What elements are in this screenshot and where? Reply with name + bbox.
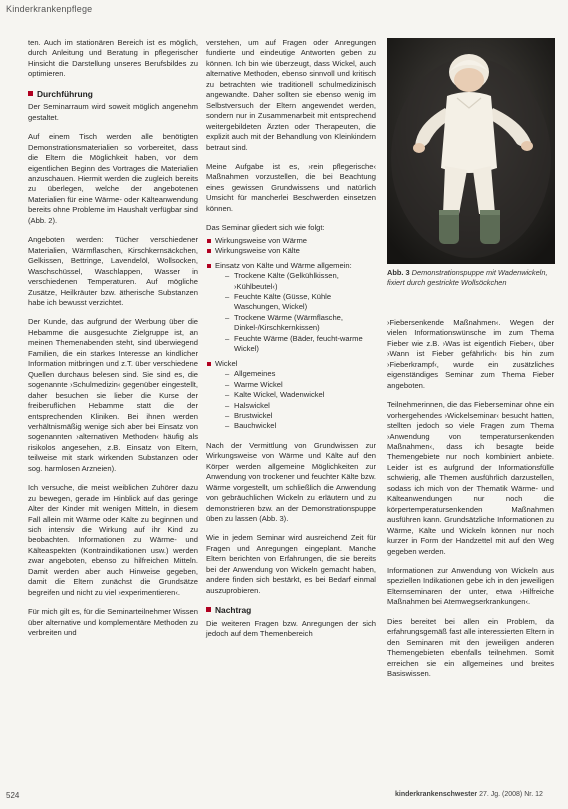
sub-list-item: – Trockene Kälte (Gelkühlkissen, ›Kühlbeutel‹): [225, 271, 376, 292]
list-item: Wirkungsweise von Kälte: [206, 246, 376, 256]
journal-name: kinderkrankenschwester: [395, 791, 478, 798]
doll-illustration: [387, 38, 555, 264]
paragraph: ten. Auch im stationären Bereich ist es möglich, durch Anleitung und Beratung in pflegerischer Hinsicht die Darstellung unseres Berufsbildes zu optimieren.: [28, 38, 198, 79]
heading-text: Durchführung: [37, 88, 93, 99]
figure-label: Abb. 3: [387, 268, 410, 277]
paragraph: Angeboten werden: Tücher verschiedener Materialien, Wärmflaschen, Kirschkernsäckchen, Gelkissen, Bettringe, Lavendelöl, Wollsocken, Waschschüssel, Waschlappen, Wasser in verschiedenen Temperaturen. Auf mögliche Zusätze, Heilkräuter bzw. ätherische Substanzen habe ich bewusst verzichtet.: [28, 235, 198, 307]
sub-list: [225, 369, 376, 432]
list-item: [206, 261, 376, 355]
list-item: [206, 359, 376, 432]
paragraph: Der Seminarraum wird soweit möglich angenehm gestaltet.: [28, 102, 198, 122]
list-item: Wirkungsweise von Wärme: [206, 236, 376, 246]
square-bullet-icon: [206, 607, 211, 612]
paragraph: ›Fiebersenkende Maßnahmen‹. Wegen der vielen Informationswünsche im zum Thema Fieber wie z.B. ›Was ist eigentlich Fieber‹, über ›Wann ist Fieber gefährlich‹ bis hin zum ›Fieberkrampf‹, wurde ein zusätzliches eigenständiges Seminar zum Thema Fieber angeboten.: [387, 318, 554, 390]
sub-list-item: – Halswickel: [225, 401, 376, 411]
caption-text: Demonstrationspuppe mit Wadenwickeln, fixiert durch gestrickte Wollsöckchen: [387, 268, 548, 287]
running-header: Kinderkrankenpflege: [6, 4, 93, 14]
column-3: [387, 318, 554, 689]
sub-list-item: – Kalte Wickel, Wadenwickel: [225, 390, 376, 400]
paragraph: Die weiteren Fragen bzw. Anregungen der sich jedoch auf dem Themenbereich: [206, 618, 376, 639]
seminar-outline-list: [206, 236, 376, 432]
paragraph: Meine Aufgabe ist es, ›rein pflegerische‹ Maßnahmen vorzustellen, die bei Beachtung eines gewissen Grundwissens und natürlich Umsicht für mancherlei Beschwerden einsetzen können.: [206, 161, 376, 213]
demonstration-doll-photo: [387, 38, 555, 264]
sub-list: [225, 271, 376, 355]
sub-list-item: – Allgemeines: [225, 369, 376, 379]
square-bullet-icon: [28, 91, 33, 96]
paragraph: Wie in jedem Seminar wird ausreichend Zeit für Fragen und Anregungen eingeplant. Manche Eltern berichten von Erfahrungen, die sie bereits bei der Anwendung von Wickeln gemacht haben, andere finden sich bestärkt, es bei Bedarf einmal auszuprobieren.: [206, 533, 376, 595]
paragraph: Dies bereitet bei allen ein Problem, da erfahrungsgemäß fast alle interessierten Eltern in den Seminaren mit den jeweiligen anderen Themengebieten ebenfalls teilnehmen. Somit erreichen sie ein allgemeines und breites Basiswissen.: [387, 616, 554, 679]
paragraph: Ich versuche, die meist weiblichen Zuhörer dazu zu bewegen, gerade im Hinblick auf das geringe Alter der Kinder mit wenigen Mitteln, in diesem Fall allein mit Wärme oder Kälte zu beginnen und sich intensiv die Wirkung auf ihr Kind zu beobachten. Informationen zu Wärme- und Kälteaspekten (Kontraindikationen usw.) werden zwar angeboten, ebenso zu hilfreichen Mitteln. Damit werden aber auch Hinweise gegeben, damit die Eltern zunächst die Grundsätze begreifen und nicht zu viel ›experimentieren‹.: [28, 483, 198, 597]
paragraph: verstehen, um auf Fragen oder Anregungen fundierte und eindeutige Antworten geben zu können. Ich bin wie überzeugt, dass Wickel, auch alternative Methoden, ebenso sinnvoll und kritisch zu betrachten wie traditionell schulmedizinisch angewandte. Daher sollten sie ebenso wenig im Selbstversuch der Eltern angewendet werden, sondern nur in Zusammenarbeit mit entsprechend weitergebildeten Ärzten oder Therapeuten, die explizit auch mit der Behandlung von Kleinkindern betraut sind.: [206, 38, 376, 152]
sub-list-item: – Bauchwickel: [225, 421, 376, 431]
column-1: [28, 38, 198, 648]
heading-text: Nachtrag: [215, 605, 252, 616]
paragraph: Nach der Vermittlung von Grundwissen zur Wirkungsweise von Wärme und Kälte auf den Körper werden allgemeine Möglichkeiten zur Anwendung von trockener und feuchter Kälte bzw. Wärme vorgestellt, um schließlich die Anwendung von gebräuchlichen Wickeln zu erläutern und zu demonstrieren bzw. an der Demonstrationspuppe üben zu lassen (Abb. 3).: [206, 440, 376, 524]
sub-list-item: – Brustwickel: [225, 411, 376, 421]
sub-list-item: – Warme Wickel: [225, 380, 376, 390]
paragraph: Der Kunde, das aufgrund der Werbung über die Hebamme die ausgesuchte Zielgruppe ist, an meinen Themenabenden steht, sind überwiegend Familien, die ein starkes Interesse an kindlicher Information mitbringen und z.T. über verschiedene Quellen durchaus belesen sind. Sie sind es, die sogenannte ›Schulmedizin‹ gegenüber eingestellt, daher besuchen sie lieber die Kurse der freiberuflichen Hebamme statt die der entsprechenden Kliniken. Bei ihnen werden verhältnismäßig wenige sich aber bei Einsatz von sogenannten ›alternativen Methoden‹ häufig als risikolos angesehen, z.B. Einsatz von Eltern, teilweise mit stark wirkenden Substanzen oder sog. harmlosen Arzneien).: [28, 317, 198, 473]
sub-list-item: – Trockene Wärme (Wärmflasche, Dinkel-/Kirschkernkissen): [225, 313, 376, 334]
paragraph: Informationen zur Anwendung von Wickeln aus speziellen Indikationen gebe ich in den jeweiligen Elternseminaren der unter, etwa ›Hilfreiche Maßnahmen bei Atemwegserkrankungen‹.: [387, 565, 554, 607]
list-item-text: Einsatz von Kälte und Wärme allgemein:: [215, 260, 352, 270]
paragraph: Für mich gilt es, für die Seminarteilnehmer Wissen über alternative und komplementäre Methoden zu verbreiten und: [28, 607, 198, 638]
sub-list-item: – Feuchte Wärme (Bäder, feucht-warme Wickel): [225, 334, 376, 355]
paragraph: Auf einem Tisch werden alle benötigten Demonstrationsmaterialien so vorbereitet, dass die Eltern die Möglichkeit haben, vor dem eigentlichen Beginn des Vortrages die Materialien anzuschauen. Hiermit werden die zugleich bereits zu überlegen, welche der angebotenen Materialien für eine Wärme- oder Kälteanwendung bereits ohne Probleme im Haushalt verfügbar sind (Abb. 2).: [28, 132, 198, 225]
footer-journal: [395, 791, 543, 798]
section-heading-nachtrag: [206, 605, 376, 615]
column-2: [206, 38, 376, 649]
sub-list-item: – Feuchte Kälte (Güsse, Kühle Waschungen, Wickel): [225, 292, 376, 313]
section-heading-durchfuehrung: [28, 89, 198, 99]
paragraph: Teilnehmerinnen, die das Fieberseminar ohne ein vorhergehendes ›Wickelseminar‹ besucht hatten, stellten jedoch so viele Fragen zum Thema ›Anwendung von temperatursenkenden Maßnahmen‹, dass ich besagte beide Themengebiete nur noch kombiniert anbiete. Leider ist es aufgrund der Informationsfülle schwierig, alle Themen ausführlich darzustellen, sodass ich mich von der Thematik Wärme- und Kälteanwendungen nur noch die körpertemperatursenkenden Maßnahmen ausführen kann. Grundsätzliche Informationen zu Wärme, Kälte und Wickeln können nur noch kurzer in Form der Handzettel mit auf den Weg gegeben werden.: [387, 400, 554, 556]
figure-caption: [387, 268, 554, 288]
page-number: 524: [6, 791, 20, 800]
paragraph: Das Seminar gliedert sich wie folgt:: [206, 223, 325, 233]
journal-issue: 27. Jg. (2008) Nr. 12: [479, 791, 543, 798]
list-item-text: Wickel: [215, 358, 238, 368]
